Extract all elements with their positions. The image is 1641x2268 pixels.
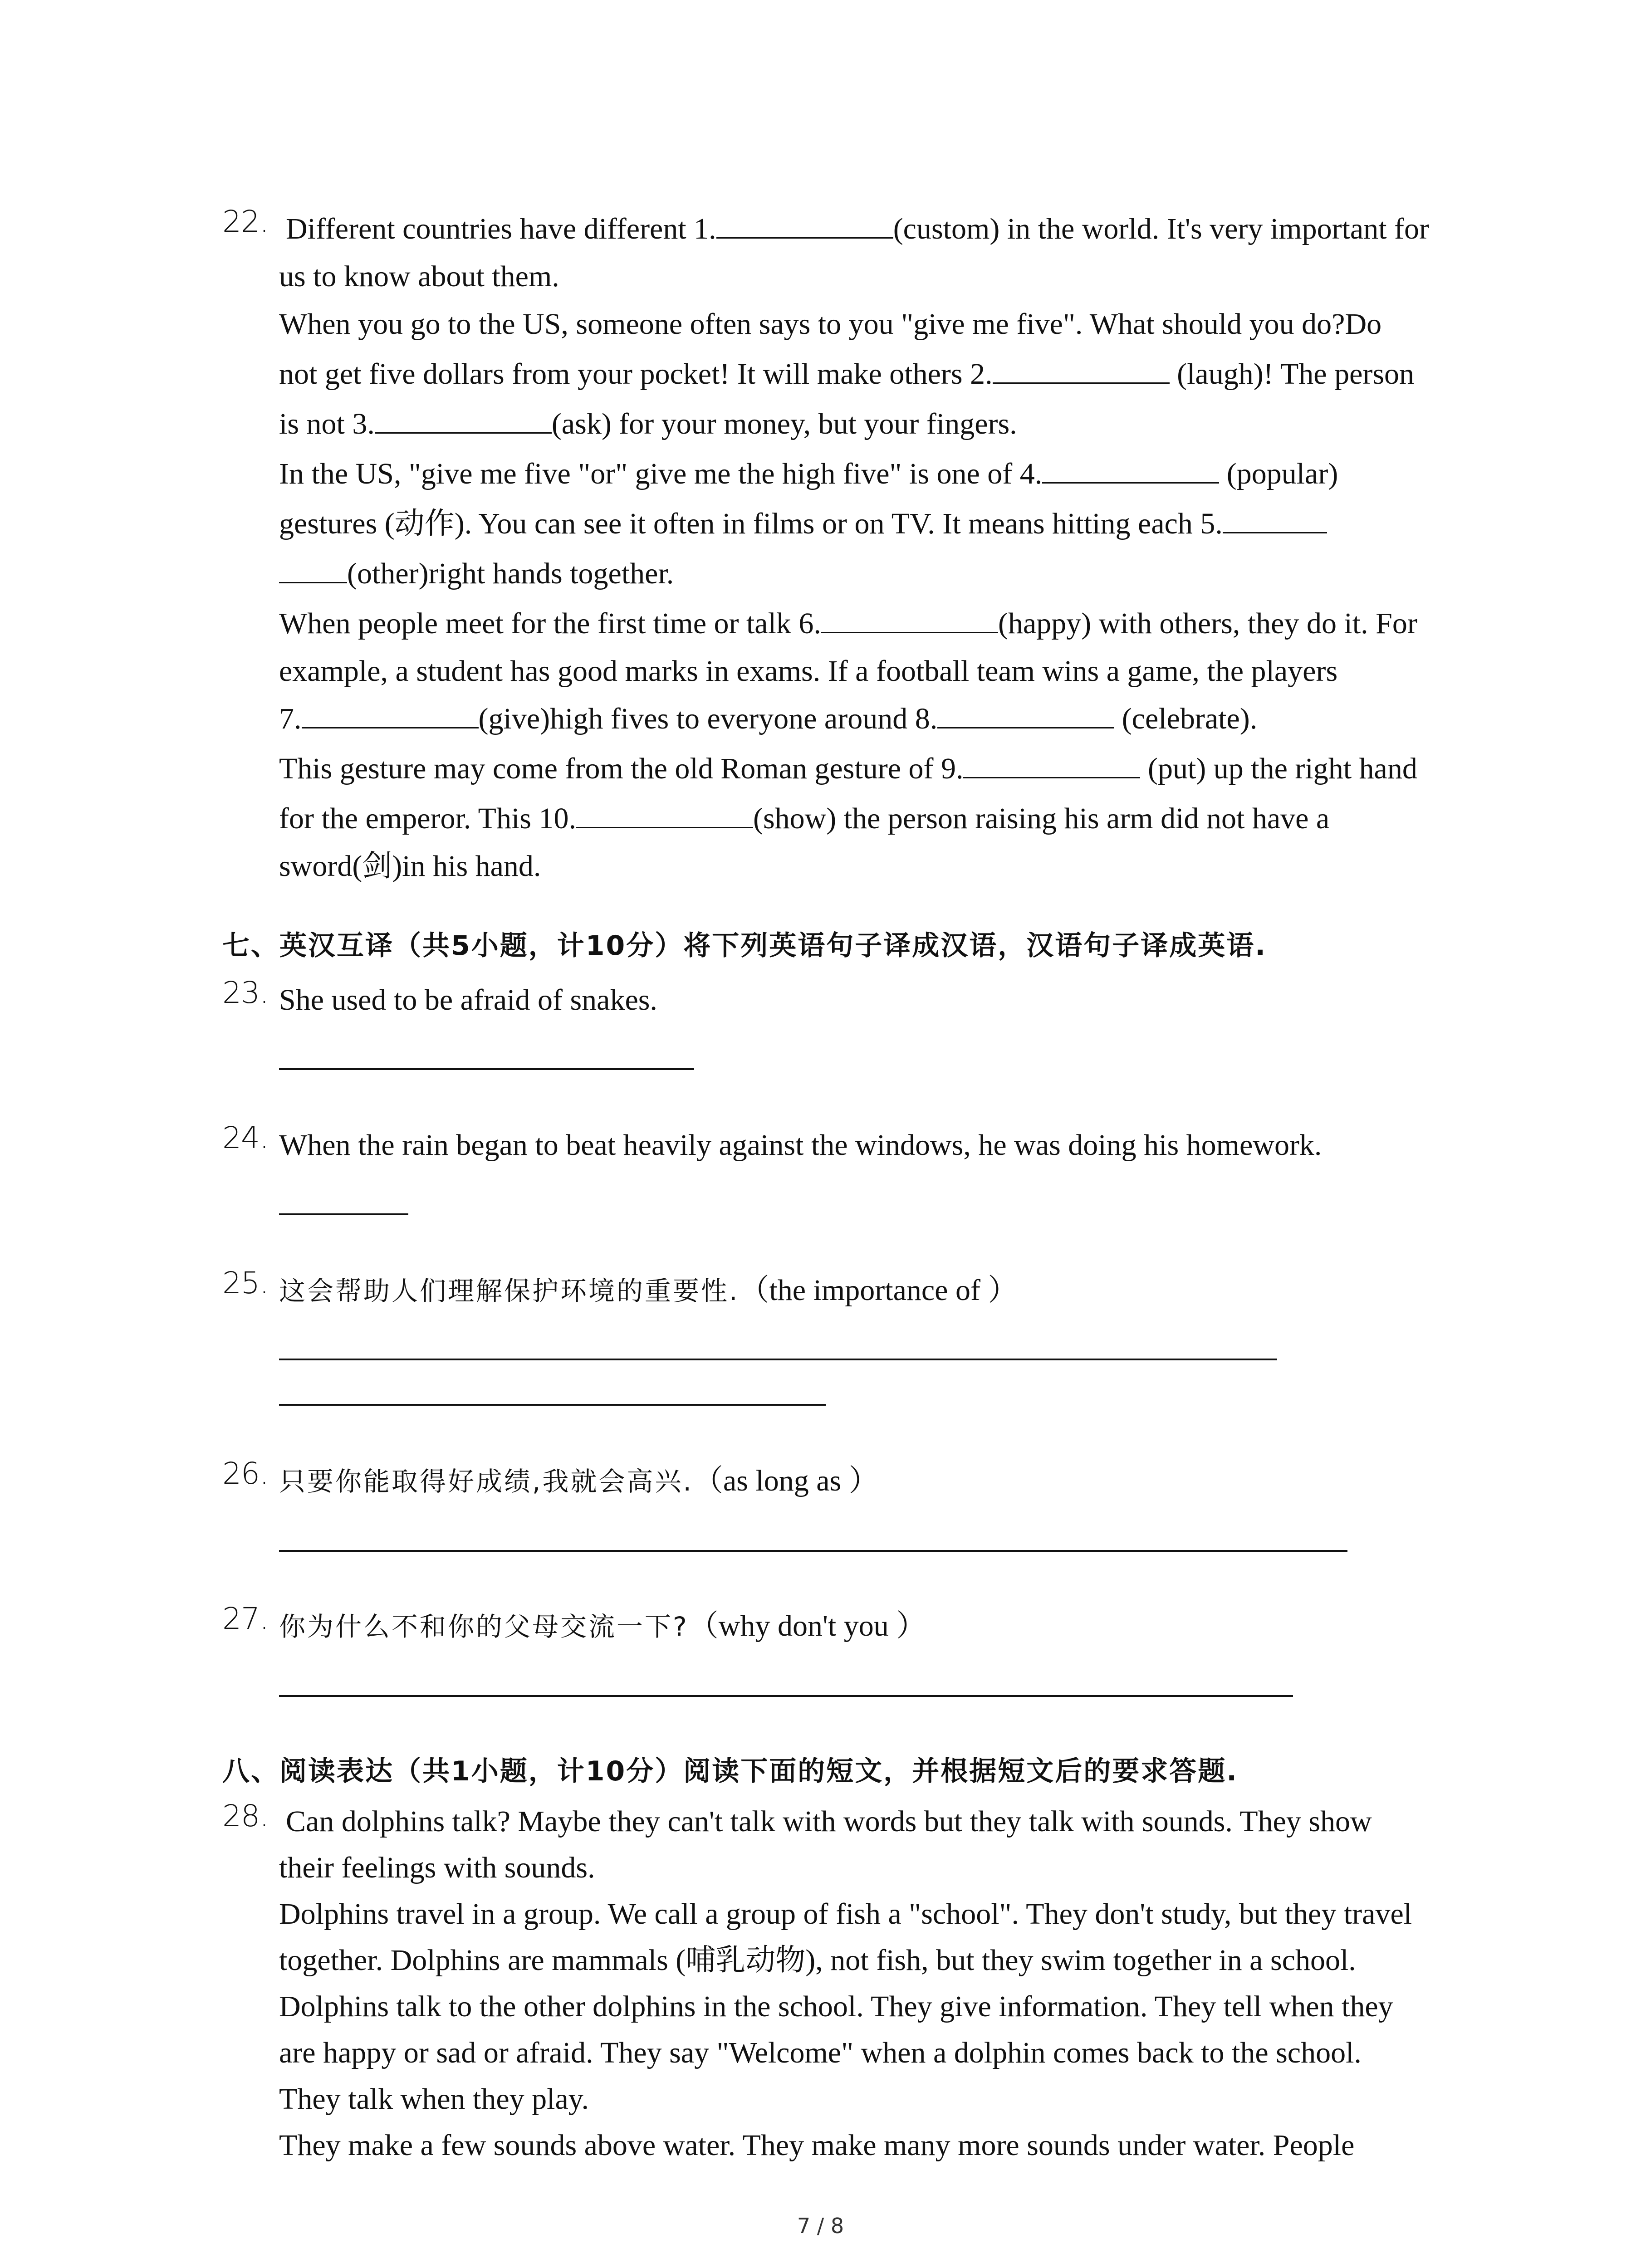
section-8-heading: 八、阅读表达（共1小题，计10分）阅读下面的短文，并根据短文后的要求答题. [222, 1755, 1239, 1787]
passage-line: together. Dolphins are mammals (哺乳动物), not fish, but they swim together in a school. [279, 1944, 1356, 1977]
answer-line-25b[interactable] [279, 1404, 826, 1406]
answer-blank-5a[interactable] [1223, 505, 1327, 533]
q22-line-5: is not 3. (ask) for your money, but your fingers. [279, 399, 1470, 449]
question-text: When the rain began to beat heavily against the windows, he was doing his homework. [279, 1129, 1322, 1162]
answer-blank-3[interactable] [375, 405, 552, 434]
answer-line-27[interactable] [279, 1695, 1293, 1697]
question-number: 23. [222, 975, 269, 1010]
answer-blank-9[interactable] [963, 750, 1140, 778]
answer-line-24[interactable] [279, 1213, 408, 1215]
q22-line-1: Different countries have different 1. (custom) in the world. It's very important for [286, 204, 1470, 254]
passage-line: Dolphins talk to the other dolphins in the school. They give information. They tell when they [279, 1990, 1393, 2023]
answer-blank-1[interactable] [716, 210, 893, 239]
q22-line-9: When people meet for the first time or talk 6. (happy) with others, they do it. For [279, 599, 1470, 649]
question-text: 只要你能取得好成绩,我就会高兴.（as long as ） [279, 1464, 879, 1497]
answer-blank-10[interactable] [576, 800, 753, 828]
passage-line: Can dolphins talk? Maybe they can't talk with words but they talk with sounds. They show [286, 1805, 1372, 1838]
question-27 [222, 1601, 1470, 1652]
answer-blank-5b[interactable] [279, 555, 347, 583]
question-28 [222, 1799, 1470, 2169]
question-22-body [279, 204, 1470, 889]
q22-line-14: sword(剑)in his hand. [279, 850, 541, 883]
answer-line-26[interactable] [279, 1550, 1347, 1552]
q22-line-13: for the emperor. This 10. (show) the person raising his arm did not have a [279, 794, 1470, 844]
passage-line: their feelings with sounds. [279, 1851, 595, 1884]
answer-blank-4[interactable] [1042, 455, 1219, 484]
passage-line: They make a few sounds above water. They make many more sounds under water. People [279, 2129, 1355, 2162]
q22-line-6: In the US, "give me five "or" give me the high five" is one of 4. (popular) [279, 449, 1470, 499]
question-text: 你为什么不和你的父母交流一下?（why don't you ） [279, 1609, 926, 1642]
question-22 [222, 204, 1470, 889]
answer-blank-8[interactable] [937, 700, 1114, 728]
q22-line-10: example, a student has good marks in exams. If a football team wins a game, the players [279, 655, 1338, 688]
passage-line: are happy or sad or afraid. They say "Welcome" when a dolphin comes back to the school. [279, 2036, 1362, 2069]
q22-line-7: gestures (动作). You can see it often in films or on TV. It means hitting each 5. [279, 499, 1470, 549]
q22-line-11: 7. (give)high fives to everyone around 8. (celebrate). [279, 694, 1470, 744]
question-25 [222, 1266, 1470, 1316]
passage-line: Dolphins travel in a group. We call a group of fish a "school". They don't study, but they travel [279, 1897, 1412, 1931]
answer-blank-2[interactable] [993, 355, 1170, 384]
passage-line: They talk when they play. [279, 2082, 589, 2116]
q22-line-3: When you go to the US, someone often says to you "give me five". What should you do?Do [279, 308, 1382, 341]
answer-line-25a[interactable] [279, 1359, 1277, 1360]
section-7-heading: 七、英汉互译（共5小题，计10分）将下列英语句子译成汉语，汉语句子译成英语. [222, 930, 1267, 962]
page-number: 7 / 8 [797, 2214, 844, 2238]
answer-blank-7[interactable] [302, 700, 479, 728]
question-text: 这会帮助人们理解保护环境的重要性.（the importance of ） [279, 1274, 1018, 1307]
question-number: 24. [222, 1120, 269, 1155]
q22-line-8: (other)right hands together. [279, 549, 1470, 599]
question-number: 26. [222, 1456, 269, 1491]
q22-line-4: not get five dollars from your pocket! It will make others 2. (laugh)! The person [279, 349, 1470, 399]
q22-line-12: This gesture may come from the old Roman gesture of 9. (put) up the right hand [279, 744, 1470, 794]
question-24 [222, 1120, 1470, 1170]
question-23 [222, 975, 1470, 1025]
reading-passage [279, 1799, 1470, 2169]
answer-blank-6[interactable] [821, 605, 998, 633]
q22-line-2: us to know about them. [279, 260, 559, 293]
question-number: 27. [222, 1601, 269, 1636]
question-number: 28. [222, 1799, 269, 1833]
question-26 [222, 1456, 1470, 1506]
question-number: 22. [222, 204, 269, 239]
question-text: She used to be afraid of snakes. [279, 983, 657, 1017]
answer-line-23[interactable] [279, 1068, 694, 1070]
question-number: 25. [222, 1266, 269, 1300]
